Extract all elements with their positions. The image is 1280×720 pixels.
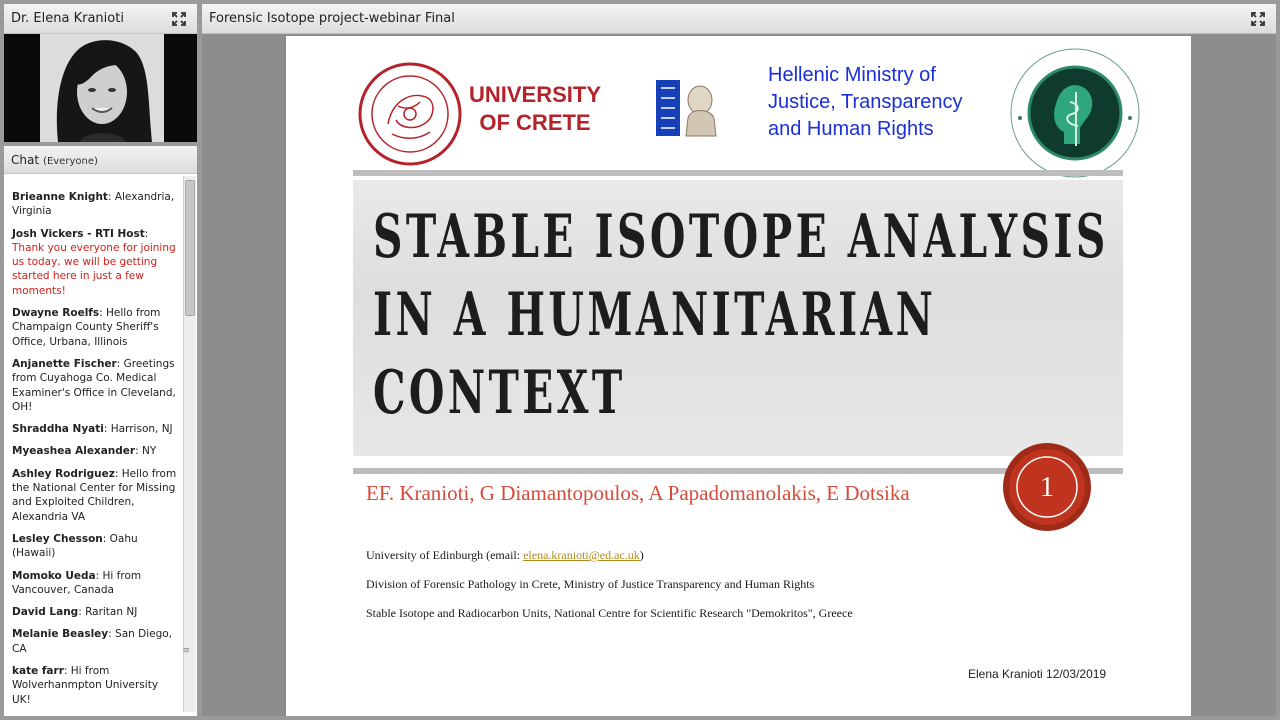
- chat-message-separator: :: [114, 467, 122, 480]
- edinburgh-forensic-anthropology-logo-icon: [1006, 44, 1144, 182]
- chat-message-text: NY: [141, 445, 157, 458]
- ministry-line-1: Hellenic Ministry of: [768, 64, 936, 86]
- chat-scrollbar[interactable]: [183, 176, 196, 712]
- university-of-crete-label: [469, 81, 601, 137]
- scroll-grip-icon: ≡: [182, 646, 190, 656]
- chat-message-separator: :: [135, 445, 142, 458]
- chat-message-sender: Momoko Ueda: [12, 569, 96, 582]
- slide-credit: Elena Kranioti 12/03/2019: [968, 667, 1107, 681]
- chat-message-separator: :: [99, 307, 107, 320]
- camera-pod: [4, 4, 197, 142]
- chat-message-text: Harrison, NJ: [110, 423, 173, 436]
- chat-message: [12, 627, 178, 656]
- share-pod-titlebar[interactable]: [202, 4, 1276, 34]
- chat-message-sender: kate farr: [12, 665, 64, 678]
- slide-title-line-2: IN A HUMANITARIAN: [373, 280, 937, 350]
- chat-message: [12, 569, 178, 598]
- expand-arrows-icon[interactable]: [171, 11, 187, 27]
- chat-message-separator: :: [102, 532, 110, 545]
- slide-title-line-1: STABLE ISOTOPE ANALYSIS: [373, 202, 1109, 272]
- slide-number: 1: [1040, 472, 1054, 503]
- chat-message-sender: Myeashea Alexander: [12, 445, 136, 458]
- chat-message-separator: :: [108, 628, 116, 641]
- email-link[interactable]: elena.kranioti@ed.ac.uk: [523, 548, 640, 562]
- chat-message-sender: Lesley Chesson: [12, 532, 103, 545]
- chat-pod-title: [11, 153, 98, 167]
- webcam-video: [4, 34, 197, 142]
- chat-message-sender: Ashley Rodriguez: [12, 467, 115, 480]
- chat-title: Chat: [11, 153, 40, 167]
- chat-message-text: Raritan NJ: [85, 606, 138, 619]
- banner-top-rule: [353, 170, 1123, 176]
- chat-message-sender: Anjanette Fischer: [12, 357, 117, 370]
- university-line-1: UNIVERSITY: [469, 82, 602, 107]
- chat-message-separator: :: [63, 665, 71, 678]
- chat-message: [12, 605, 178, 619]
- chat-message: [12, 467, 178, 524]
- ministry-line-2: Justice, Transparency: [768, 91, 963, 113]
- chat-pod: [4, 146, 197, 716]
- chat-message: [12, 422, 178, 436]
- chat-message-sender: David Lang: [12, 606, 79, 619]
- chat-scrollbar-thumb[interactable]: [185, 180, 195, 316]
- chat-message-separator: :: [144, 227, 149, 240]
- chat-message-text: Greetings from Cuyahoga Co. Medical Examiner's Office in Cleveland, OH!: [12, 357, 176, 413]
- slide-authors: EF. Kranioti, G Diamantopoulos, A Papadomanolakis, E Dotsika: [366, 481, 910, 505]
- affiliation-3: Stable Isotope and Radiocarbon Units, National Centre for Scientific Research "Demokritos", Greece: [366, 606, 853, 620]
- chat-message-sender: Josh Vickers - RTI Host: [12, 227, 145, 240]
- chat-message-text: Thank you everyone for joining us today, we will be getting started here in just a few moments!: [12, 241, 176, 297]
- camera-pod-title: Dr. Elena Kranioti: [11, 11, 124, 26]
- chat-message-sender: Shraddha Nyati: [12, 423, 104, 436]
- chat-message: [12, 306, 178, 349]
- chat-message-separator: :: [107, 191, 115, 203]
- university-of-crete-seal-icon: [358, 62, 462, 166]
- chat-pod-titlebar[interactable]: [4, 146, 197, 174]
- chat-message-text: Hi from Wolverhanmpton University UK!: [12, 665, 159, 706]
- affiliation-1-close: ): [639, 548, 644, 562]
- chat-message-sender: Dwayne Roelfs: [12, 307, 100, 320]
- chat-message-text: Hello from Champaign County Sheriff's Office, Urbana, Illinois: [12, 307, 161, 348]
- title-banner: [353, 170, 1123, 474]
- chat-message: [12, 190, 178, 219]
- chat-message: [12, 227, 178, 298]
- affiliation-2: Division of Forensic Pathology in Crete, Ministry of Justice Transparency and Human Rights: [366, 577, 815, 591]
- university-line-2: OF CRETE: [479, 110, 591, 135]
- chat-message: [12, 664, 178, 707]
- ministry-line-3: and Human Rights: [768, 118, 934, 140]
- chat-message-separator: :: [95, 569, 103, 582]
- chat-message-sender: Brieanne Knight: [12, 191, 108, 203]
- slide-title-line-3: CONTEXT: [373, 358, 626, 428]
- chat-audience: (Everyone): [43, 156, 98, 167]
- share-pod-title: Forensic Isotope project-webinar Final: [209, 11, 455, 26]
- chat-message: [12, 532, 178, 561]
- chat-message-list: [4, 174, 182, 716]
- slide-number-badge: [1002, 442, 1092, 532]
- chat-message-text: Oahu (Hawaii): [12, 532, 138, 560]
- chat-message-text: Hello from the National Center for Missing and Exploited Children, Alexandria VA: [12, 467, 177, 523]
- chat-message-text: Hi from Vancouver, Canada: [12, 569, 142, 596]
- expand-arrows-icon[interactable]: [1250, 11, 1266, 27]
- chat-message-sender: Melanie Beasley: [12, 628, 109, 641]
- chat-message-separator: :: [116, 357, 124, 370]
- slide-title: [373, 198, 1109, 432]
- ministry-label: [768, 62, 963, 143]
- affiliation-1: [366, 548, 644, 563]
- chat-message-separator: :: [78, 606, 86, 619]
- demokritos-logo-icon: [656, 78, 720, 138]
- chat-message: [12, 357, 178, 414]
- chat-message-text: Alexandria, Virginia: [12, 191, 175, 218]
- chat-message-text: San Diego, CA: [12, 628, 173, 655]
- chat-message: [12, 444, 178, 458]
- presentation-stage: [202, 34, 1276, 716]
- presentation-slide: [286, 36, 1191, 716]
- camera-pod-titlebar[interactable]: [4, 4, 197, 34]
- presenter-photo: [40, 34, 164, 142]
- share-pod: [202, 4, 1276, 716]
- affiliation-1-text: University of Edinburgh (email:: [366, 548, 524, 562]
- chat-message-separator: :: [103, 423, 111, 436]
